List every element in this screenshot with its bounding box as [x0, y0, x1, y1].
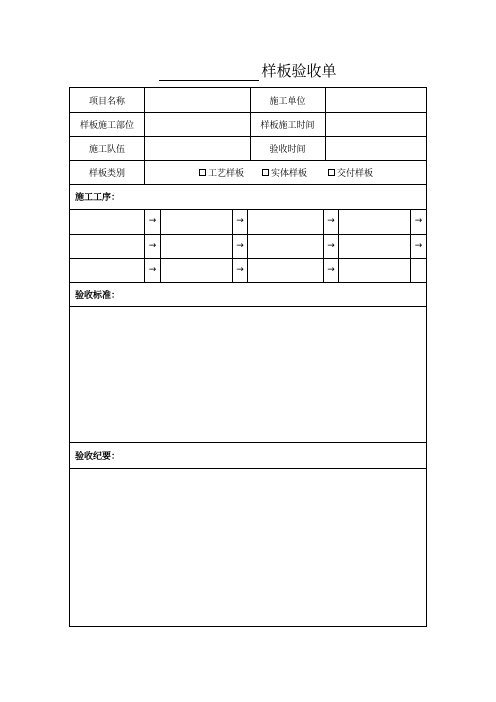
arrow-icon: →	[327, 241, 335, 251]
option-delivery-sample[interactable]: 交付样板	[328, 160, 373, 184]
arrow-icon: →	[327, 265, 335, 275]
sample-time-label: 样板施工时间	[260, 120, 315, 131]
document-title	[0, 60, 496, 81]
sample-category-label: 样板类别	[88, 168, 125, 179]
sample-location-field[interactable]	[145, 112, 250, 136]
standard-text-area[interactable]	[70, 307, 426, 442]
acceptance-time-field[interactable]	[326, 136, 426, 160]
project-name-field[interactable]	[145, 88, 250, 112]
arrow-icon: →	[414, 241, 423, 251]
arrow-icon: →	[327, 216, 335, 226]
title-blank-line[interactable]	[159, 64, 259, 81]
option-process-sample[interactable]: 工艺样板	[199, 160, 244, 184]
arrow-icon: →	[414, 216, 423, 226]
checkbox-icon[interactable]	[199, 169, 206, 176]
process-step-field[interactable]	[248, 209, 323, 233]
title-text: 样板验收单	[261, 62, 337, 80]
arrow-icon: →	[148, 216, 157, 226]
checkbox-icon[interactable]	[262, 169, 269, 176]
process-step-field[interactable]	[339, 209, 410, 233]
construction-unit-field[interactable]	[326, 88, 426, 112]
project-name-label: 项目名称	[88, 96, 125, 107]
minutes-section-heading: 验收纪要：	[75, 451, 121, 462]
arrow-icon: →	[148, 241, 157, 251]
row-divider	[70, 234, 426, 235]
acceptance-time-label: 验收时间	[269, 144, 306, 155]
process-section-heading: 施工工序：	[75, 193, 121, 203]
construction-team-field[interactable]	[145, 136, 250, 160]
process-step-field[interactable]	[70, 209, 144, 233]
arrow-icon: →	[236, 216, 244, 226]
option-physical-sample[interactable]: 实体样板	[262, 160, 307, 184]
arrow-icon: →	[236, 241, 244, 251]
construction-team-label: 施工队伍	[88, 144, 125, 155]
arrow-icon: →	[236, 265, 244, 275]
inspection-form	[69, 87, 427, 627]
checkbox-icon[interactable]	[328, 169, 335, 176]
sample-location-label: 样板施工部位	[79, 120, 134, 131]
standard-section-heading: 验收标准：	[75, 290, 121, 301]
minutes-text-area[interactable]	[70, 469, 426, 626]
row-divider	[70, 258, 426, 259]
sample-time-field[interactable]	[326, 112, 426, 136]
arrow-icon: →	[148, 265, 157, 275]
process-step-field[interactable]	[161, 209, 232, 233]
construction-unit-label: 施工单位	[269, 96, 306, 107]
